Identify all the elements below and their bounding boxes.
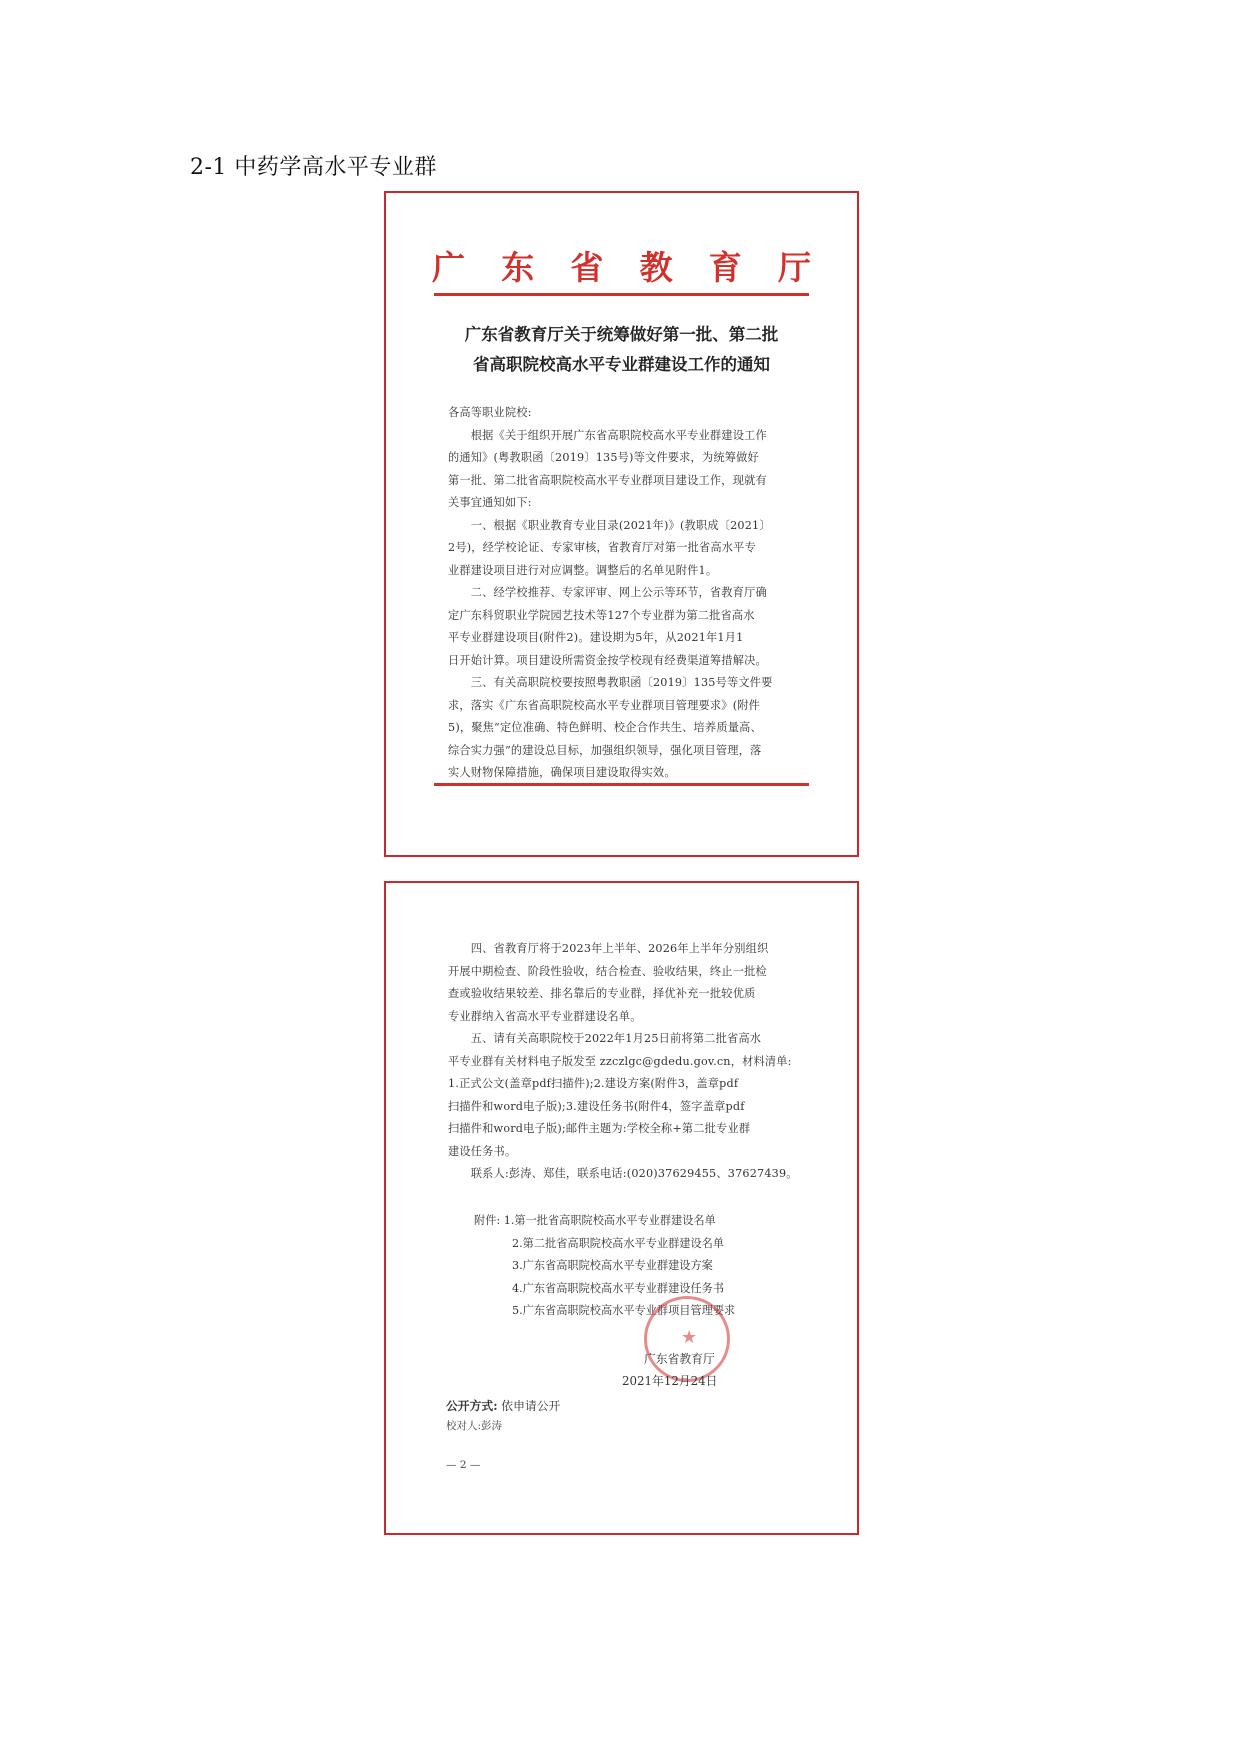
official-seal <box>644 1296 730 1382</box>
body-line: 各高等职业院校: <box>448 406 532 419</box>
body-line: 查或验收结果较差、排名靠后的专业群，择优补充一批较优质 <box>448 987 756 1000</box>
attachment-item: 4.广东省高职院校高水平专业群建设任务书 <box>512 1281 725 1295</box>
attachment-item: 5.广东省高职院校高水平专业群项目管理要求 <box>512 1304 736 1317</box>
body-line: 第一批、第二批省高职院校高水平专业群项目建设工作，现就有 <box>448 473 767 487</box>
section-heading: 2-1 中药学高水平专业群 <box>190 155 437 180</box>
masthead-char: 教 <box>639 247 673 287</box>
masthead-char: 厅 <box>777 247 811 287</box>
disclosure-label: 公开方式: <box>446 1399 498 1413</box>
body-line: 平专业群建设项目(附件2)。建设期为5年，从2021年1月1 <box>448 631 744 644</box>
document-title-line-1: 广东省教育厅关于统筹做好第一批、第二批 <box>464 325 779 344</box>
attachments-label: 附件: <box>474 1214 501 1227</box>
body-line: 开展中期检查、阶段性验收，结合检查、验收结果，终止一批检 <box>448 964 767 978</box>
signer: 广东省教育厅 <box>644 1352 715 1366</box>
seal-star-icon: ★ <box>681 1327 698 1348</box>
masthead-divider <box>434 293 809 296</box>
body-line: 二、经学校推荐、专家评审、网上公示等环节，省教育厅确 <box>448 586 767 599</box>
attachment-item: 3.广东省高职院校高水平专业群建设方案 <box>512 1259 713 1272</box>
body-line: 1.正式公文(盖章pdf扫描件);2.建设方案(附件3，盖章pdf <box>448 1077 739 1090</box>
disclosure-value: 依申请公开 <box>501 1399 561 1413</box>
body-line: 联系人:彭涛、郑佳，联系电话:(020)37629455、37627439。 <box>448 1167 798 1180</box>
body-line: 一、根据《职业教育专业目录(2021年)》(教职成〔2021〕 <box>448 518 771 532</box>
body-line: 综合实力强”的建设总目标，加强组织领导，强化项目管理，落 <box>448 743 762 757</box>
bottom-divider <box>434 783 809 786</box>
attachment-item: 2.第二批省高职院校高水平专业群建设名单 <box>512 1236 725 1250</box>
body-line: 的通知》(粤教职函〔2019〕135号)等文件要求，为统筹做好 <box>448 451 759 464</box>
body-line: 5)，聚焦“定位准确、特色鲜明、校企合作共生、培养质量高、 <box>448 721 762 734</box>
body-line: 实人财物保障措施，确保项目建设取得实效。 <box>448 766 676 779</box>
masthead-char: 东 <box>501 247 535 287</box>
body-line: 定广东科贸职业学院园艺技术等127个专业群为第二批省高水 <box>448 608 755 622</box>
disclosure-method <box>446 1397 560 1414</box>
body-line: 日开始计算。项目建设所需资金按学校现有经费渠道筹措解决。 <box>448 653 767 667</box>
masthead-char: 广 <box>432 247 465 287</box>
body-line: 扫描件和word电子版);3.建设任务书(附件4，签字盖章pdf <box>448 1099 745 1113</box>
page-number: — 2 — <box>446 1459 481 1471</box>
issue-date: 2021年12月24日 <box>622 1374 718 1388</box>
body-line: 求，落实《广东省高职院校高水平专业群项目管理要求》(附件 <box>448 698 761 712</box>
document-page-1 <box>384 191 859 857</box>
body-line: 扫描件和word电子版);邮件主题为:学校全称+第二批专业群 <box>448 1122 751 1135</box>
body-line: 建设任务书。 <box>448 1144 517 1158</box>
masthead <box>432 245 811 285</box>
document-body <box>448 938 799 1186</box>
masthead-char: 省 <box>570 247 604 287</box>
document-page-2 <box>384 881 859 1535</box>
document-body <box>448 402 799 785</box>
body-line: 三、有关高职院校要按照粤教职函〔2019〕135号等文件要 <box>448 676 773 689</box>
body-line: 2号)，经学校论证、专家审核，省教育厅对第一批省高水平专 <box>448 541 756 554</box>
attachment-item: 附件: 1.第一批省高职院校高水平专业群建设名单 <box>474 1214 716 1227</box>
body-line: 五、请有关高职院校于2022年1月25日前将第二批省高水 <box>448 1032 762 1045</box>
document-title-line-2: 省高职院校高水平专业群建设工作的通知 <box>473 355 770 374</box>
proofreader: 校对人:彭涛 <box>446 1420 503 1432</box>
body-line: 四、省教育厅将于2023年上半年、2026年上半年分别组织 <box>448 942 769 955</box>
body-line: 业群建设项目进行对应调整。调整后的名单见附件1。 <box>448 563 718 577</box>
body-line: 关事宜通知如下: <box>448 496 532 509</box>
body-line: 根据《关于组织开展广东省高职院校高水平专业群建设工作 <box>448 428 767 442</box>
body-line: 平专业群有关材料电子版发至 zzczlgc@gdedu.gov.cn，材料清单: <box>448 1054 792 1068</box>
masthead-char: 育 <box>708 247 742 287</box>
body-line: 专业群纳入省高水平专业群建设名单。 <box>448 1009 642 1023</box>
